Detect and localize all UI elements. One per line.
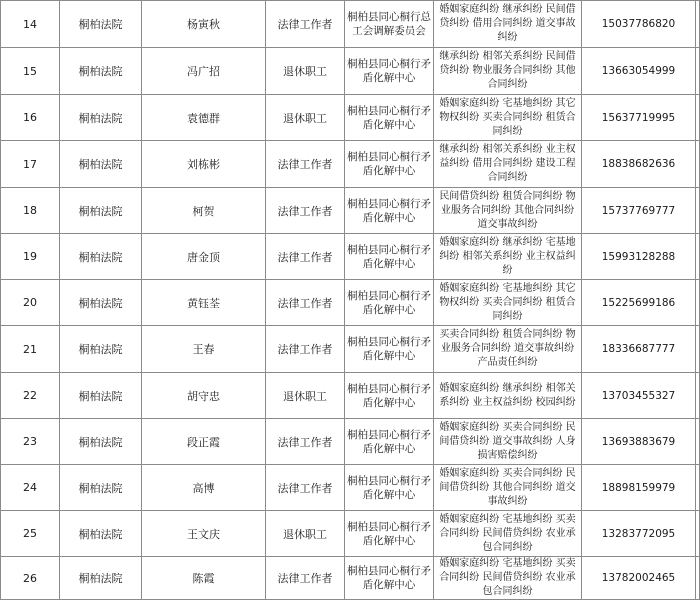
case-types-cell-text: 婚姻家庭纠纷 买卖合同纠纷 民间借贷纠纷 其他合同纠纷 道交事故纠纷 — [439, 467, 576, 507]
name-cell: 高博 — [142, 465, 266, 511]
court-cell: 桐柏法院 — [60, 1, 142, 48]
organization-cell-text: 桐柏县同心桐行矛盾化解中心 — [347, 104, 431, 131]
case-types-cell-text: 婚姻家庭纠纷 宅基地纠纷 其它物权纠纷 买卖合同纠纷 租赁合同纠纷 — [439, 97, 576, 137]
empty-cell — [696, 188, 700, 234]
empty-cell — [696, 234, 700, 280]
table-row — [1, 465, 700, 511]
row-number: 21 — [1, 326, 60, 373]
organization-cell — [345, 373, 434, 419]
empty-cell — [696, 141, 700, 188]
organization-cell-text: 桐柏县同心桐行总工会调解委员会 — [347, 11, 431, 37]
court-cell: 桐柏法院 — [60, 188, 142, 234]
court-cell: 桐柏法院 — [60, 419, 142, 465]
role-cell: 法律工作者 — [266, 141, 345, 188]
case-types-cell-text: 婚姻家庭纠纷 继承纠纷 宅基地纠纷 相邻关系纠纷 业主权益纠纷 — [439, 236, 576, 276]
table-row — [1, 373, 700, 419]
name-cell: 黄钰荃 — [142, 280, 266, 326]
organization-cell — [345, 465, 434, 511]
role-cell: 退休职工 — [266, 373, 345, 419]
row-number: 26 — [1, 557, 60, 600]
court-cell: 桐柏法院 — [60, 511, 142, 557]
case-types-cell-text: 婚姻家庭纠纷 宅基地纠纷 其它物权纠纷 买卖合同纠纷 租赁合同纠纷 — [439, 282, 576, 322]
table-row — [1, 95, 700, 141]
case-types-cell — [434, 188, 582, 234]
empty-cell — [696, 1, 700, 48]
court-cell: 桐柏法院 — [60, 95, 142, 141]
case-types-cell — [434, 373, 582, 419]
organization-cell — [345, 1, 434, 48]
row-number: 20 — [1, 280, 60, 326]
case-types-cell-text: 买卖合同纠纷 租赁合同纠纷 物业服务合同纠纷 道交事故纠纷 产品责任纠纷 — [439, 329, 576, 368]
organization-cell-text: 桐柏县同心桐行矛盾化解中心 — [347, 197, 431, 224]
table-row — [1, 419, 700, 465]
row-number: 25 — [1, 511, 60, 557]
case-types-cell-text: 婚姻家庭纠纷 宅基地纠纷 买卖合同纠纷 民间借贷纠纷 农业承包合同纠纷 — [439, 513, 576, 553]
name-cell: 唐金顶 — [142, 234, 266, 280]
case-types-cell-text: 继承纠纷 相邻关系纠纷 民间借贷纠纷 物业服务合同纠纷 其他合同纠纷 — [439, 51, 576, 90]
phone-cell: 13283772095 — [582, 511, 696, 557]
table-row — [1, 188, 700, 234]
name-cell: 刘栋彬 — [142, 141, 266, 188]
empty-cell — [696, 465, 700, 511]
role-cell: 法律工作者 — [266, 326, 345, 373]
court-cell: 桐柏法院 — [60, 234, 142, 280]
organization-cell — [345, 511, 434, 557]
case-types-cell-text: 婚姻家庭纠纷 继承纠纷 相邻关系纠纷 业主权益纠纷 校园纠纷 — [439, 382, 576, 408]
phone-cell: 18838682636 — [582, 141, 696, 188]
organization-cell-text: 桐柏县同心桐行矛盾化解中心 — [347, 382, 431, 409]
phone-cell: 15225699186 — [582, 280, 696, 326]
name-cell: 陈霞 — [142, 557, 266, 600]
row-number: 23 — [1, 419, 60, 465]
row-number: 24 — [1, 465, 60, 511]
table-body — [1, 1, 700, 600]
organization-cell — [345, 95, 434, 141]
organization-cell — [345, 48, 434, 95]
case-types-cell — [434, 1, 582, 48]
table-row — [1, 280, 700, 326]
empty-cell — [696, 326, 700, 373]
row-number: 17 — [1, 141, 60, 188]
organization-cell — [345, 326, 434, 373]
table-row — [1, 511, 700, 557]
table-row — [1, 48, 700, 95]
role-cell: 法律工作者 — [266, 419, 345, 465]
organization-cell-text: 桐柏县同心桐行矛盾化解中心 — [347, 565, 431, 591]
organization-cell-text: 桐柏县同心桐行矛盾化解中心 — [347, 58, 431, 84]
organization-cell-text: 桐柏县同心桐行矛盾化解中心 — [347, 151, 431, 177]
role-cell: 退休职工 — [266, 511, 345, 557]
case-types-cell-text: 婚姻家庭纠纷 继承纠纷 民间借贷纠纷 借用合同纠纷 道交事故纠纷 — [439, 4, 576, 43]
court-cell: 桐柏法院 — [60, 326, 142, 373]
case-types-cell — [434, 557, 582, 600]
phone-cell: 18898159979 — [582, 465, 696, 511]
case-types-cell-text: 婚姻家庭纠纷 买卖合同纠纷 民间借贷纠纷 道交事故纠纷 人身损害赔偿纠纷 — [439, 421, 576, 461]
organization-cell — [345, 557, 434, 600]
organization-cell — [345, 280, 434, 326]
empty-cell — [696, 373, 700, 419]
phone-cell: 15637719995 — [582, 95, 696, 141]
row-number: 18 — [1, 188, 60, 234]
case-types-cell — [434, 95, 582, 141]
organization-cell-text: 桐柏县同心桐行矛盾化解中心 — [347, 336, 431, 362]
case-types-cell — [434, 48, 582, 95]
name-cell: 冯广招 — [142, 48, 266, 95]
name-cell: 王春 — [142, 326, 266, 373]
court-cell: 桐柏法院 — [60, 465, 142, 511]
phone-cell: 15737769777 — [582, 188, 696, 234]
organization-cell-text: 桐柏县同心桐行矛盾化解中心 — [347, 289, 431, 316]
case-types-cell-text: 继承纠纷 相邻关系纠纷 业主权益纠纷 借用合同纠纷 建设工程合同纠纷 — [439, 144, 576, 183]
court-cell: 桐柏法院 — [60, 48, 142, 95]
organization-cell — [345, 419, 434, 465]
row-number: 19 — [1, 234, 60, 280]
name-cell: 杨寅秋 — [142, 1, 266, 48]
row-number: 22 — [1, 373, 60, 419]
court-cell: 桐柏法院 — [60, 557, 142, 600]
organization-cell-text: 桐柏县同心桐行矛盾化解中心 — [347, 428, 431, 455]
name-cell: 袁德群 — [142, 95, 266, 141]
role-cell: 法律工作者 — [266, 280, 345, 326]
empty-cell — [696, 557, 700, 600]
organization-cell — [345, 141, 434, 188]
phone-cell: 15037786820 — [582, 1, 696, 48]
organization-cell-text: 桐柏县同心桐行矛盾化解中心 — [347, 474, 431, 501]
name-cell: 胡守忠 — [142, 373, 266, 419]
table-row — [1, 141, 700, 188]
case-types-cell — [434, 465, 582, 511]
case-types-cell — [434, 511, 582, 557]
name-cell: 段正霞 — [142, 419, 266, 465]
phone-cell: 13693883679 — [582, 419, 696, 465]
name-cell: 王文庆 — [142, 511, 266, 557]
role-cell: 法律工作者 — [266, 557, 345, 600]
organization-cell — [345, 188, 434, 234]
row-number: 16 — [1, 95, 60, 141]
phone-cell: 13703455327 — [582, 373, 696, 419]
role-cell: 退休职工 — [266, 95, 345, 141]
role-cell: 法律工作者 — [266, 1, 345, 48]
empty-cell — [696, 419, 700, 465]
empty-cell — [696, 511, 700, 557]
case-types-cell-text: 民间借贷纠纷 租赁合同纠纷 物业服务合同纠纷 其他合同纠纷 道交事故纠纷 — [439, 190, 576, 230]
empty-cell — [696, 280, 700, 326]
table-row — [1, 326, 700, 373]
organization-cell — [345, 234, 434, 280]
court-cell: 桐柏法院 — [60, 373, 142, 419]
case-types-cell — [434, 234, 582, 280]
organization-cell-text: 桐柏县同心桐行矛盾化解中心 — [347, 243, 431, 270]
phone-cell: 13782002465 — [582, 557, 696, 600]
row-number: 14 — [1, 1, 60, 48]
name-cell: 柯贺 — [142, 188, 266, 234]
role-cell: 退休职工 — [266, 48, 345, 95]
row-number: 15 — [1, 48, 60, 95]
phone-cell: 13663054999 — [582, 48, 696, 95]
table-row — [1, 557, 700, 600]
court-cell: 桐柏法院 — [60, 280, 142, 326]
empty-cell — [696, 95, 700, 141]
table-row — [1, 234, 700, 280]
phone-cell: 15993128288 — [582, 234, 696, 280]
case-types-cell — [434, 326, 582, 373]
empty-cell — [696, 48, 700, 95]
role-cell: 法律工作者 — [266, 465, 345, 511]
phone-cell: 18336687777 — [582, 326, 696, 373]
case-types-cell-text: 婚姻家庭纠纷 宅基地纠纷 买卖合同纠纷 民间借贷纠纷 农业承包合同纠纷 — [439, 558, 576, 597]
role-cell: 法律工作者 — [266, 234, 345, 280]
organization-cell-text: 桐柏县同心桐行矛盾化解中心 — [347, 520, 431, 547]
case-types-cell — [434, 280, 582, 326]
court-cell: 桐柏法院 — [60, 141, 142, 188]
case-types-cell — [434, 141, 582, 188]
table-row — [1, 1, 700, 48]
case-types-cell — [434, 419, 582, 465]
role-cell: 法律工作者 — [266, 188, 345, 234]
